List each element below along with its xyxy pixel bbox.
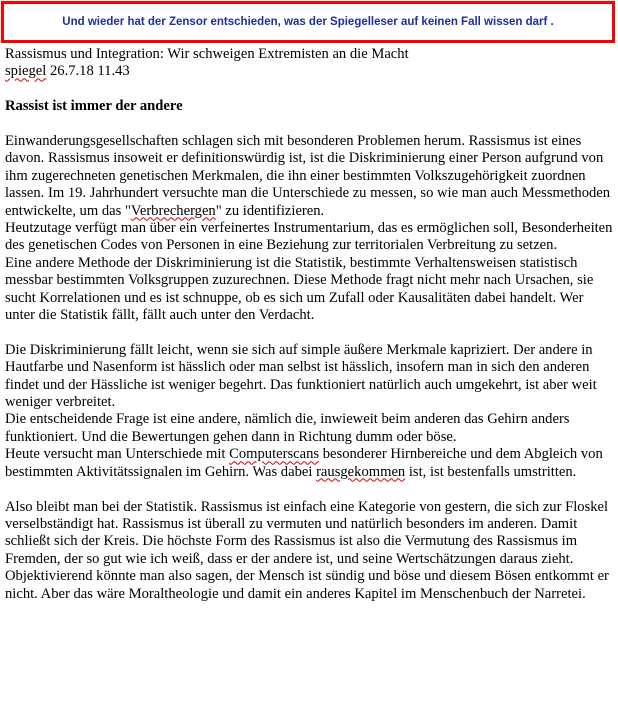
section-heading: Rassist ist immer der andere [5,98,183,115]
paragraph-1 [5,133,613,220]
spacer [5,116,613,133]
document-body [5,46,613,603]
paragraph-4: Die Diskriminierung fällt leicht, wenn sie sich auf simple äußere Merkmale kapriziert. Der andere in Hautfarbe und Nasenform ist hässlich oder man selbst ist hässlich, insofern man in sich den anderen findet und der Hässliche ist weniger begehrt. Das funktioniert natürlich auch umgekehrt, ist aber weit weniger verbreitet. [5,341,597,411]
spacer [5,81,613,98]
paragraph-6 [5,446,613,481]
spacer [5,481,613,498]
censor-banner-text: Und wieder hat der Zensor entschieden, was der Spiegelleser auf keinen Fall wissen darf . [62,16,554,28]
censor-banner [1,1,615,43]
misspelled-word: Computerscans [229,446,320,463]
paragraph-6-text-mid: besonderer Hirnbereiche und dem Abgleich von bestimmten Aktivitätssignalen im Gehirn. Was dabei [5,446,603,480]
paragraph-7: Also bleibt man bei der Statistik. Rassismus ist einfach eine Kategorie von gestern, die sich zur Floskel verselbständigt hat. Rassismus ist überall zu vermuten und natürlich besonders im anderen. Damit schließt sich der Kreis. Die höchste Form des Rassismus ist also die Vermutung des Rassismus im Fremden, der so gut wie ich weiß, dass er der andere ist, und seine Wertschätzungen daraus zieht. [5,498,609,567]
paragraph-1-text: Einwanderungsgesellschaften schlagen sich mit besonderen Problemen herum. Rassismus ist eines davon. Rassismus insoweit er definitionswürdig ist, ist die Diskriminierung einer Person aufgrund von ihm zugerechneten genetischen Merkmalen, die ihn einer bestimmten Volkszugehörigkeit zuordnen lassen. Im 19. Jahrhundert versuchte man die Unterschiede zu messen, so wie man auch Messmethoden entwickelte, um das " [5,133,611,219]
source-date: 26.7.18 11.43 [46,63,130,80]
paragraph-8: Objektivierend könnte man also sagen, der Mensch ist sündig und böse und diesem Bösen entkommt er nicht. Aber das wäre Moraltheologie und damit ein anderes Kapitel im Menschenbuch der Narretei. [5,568,609,602]
paragraph-6-text: Heute versucht man Unterschiede mit [5,446,230,463]
misspelled-word: Verbrechergen [130,202,216,219]
article-title: Rassismus und Integration: Wir schweigen Extremisten an die Macht [5,46,409,62]
paragraph-1-text-end: " zu identifizieren. [215,202,325,219]
paragraph-5: Die entscheidende Frage ist eine andere, nämlich die, inwieweit beim anderen das Gehirn anders funktioniert. Und die Bewertungen gehen dann in Richtung dumm oder böse. [5,411,570,445]
misspelled-word: rausgekommen [316,463,406,480]
spacer [5,324,613,341]
source-name: spiegel [5,63,47,80]
article-source [5,63,613,80]
paragraph-2: Heutzutage verfügt man über ein verfeinertes Instrumentarium, das es ermöglichen soll, Besonderheiten des genetischen Codes von Personen in eine Beziehung zur territorialen Verbreitung zu setzen. [5,220,613,254]
paragraph-6-text-end: ist, ist bestenfalls umstritten. [405,463,577,480]
paragraph-3: Eine andere Methode der Diskriminierung ist die Statistik, bestimmte Verhaltensweisen statistisch messbar bestimmten Volksgruppen zuzurechnen. Diese Methode fragt nicht mehr nach Ursachen, sie sucht Korrelationen und es ist schnuppe, ob es sich um Zufall oder Kausalitäten dabei handelt. Wer unter die Statistik fällt, fällt auch unter den Verdacht. [5,254,594,324]
